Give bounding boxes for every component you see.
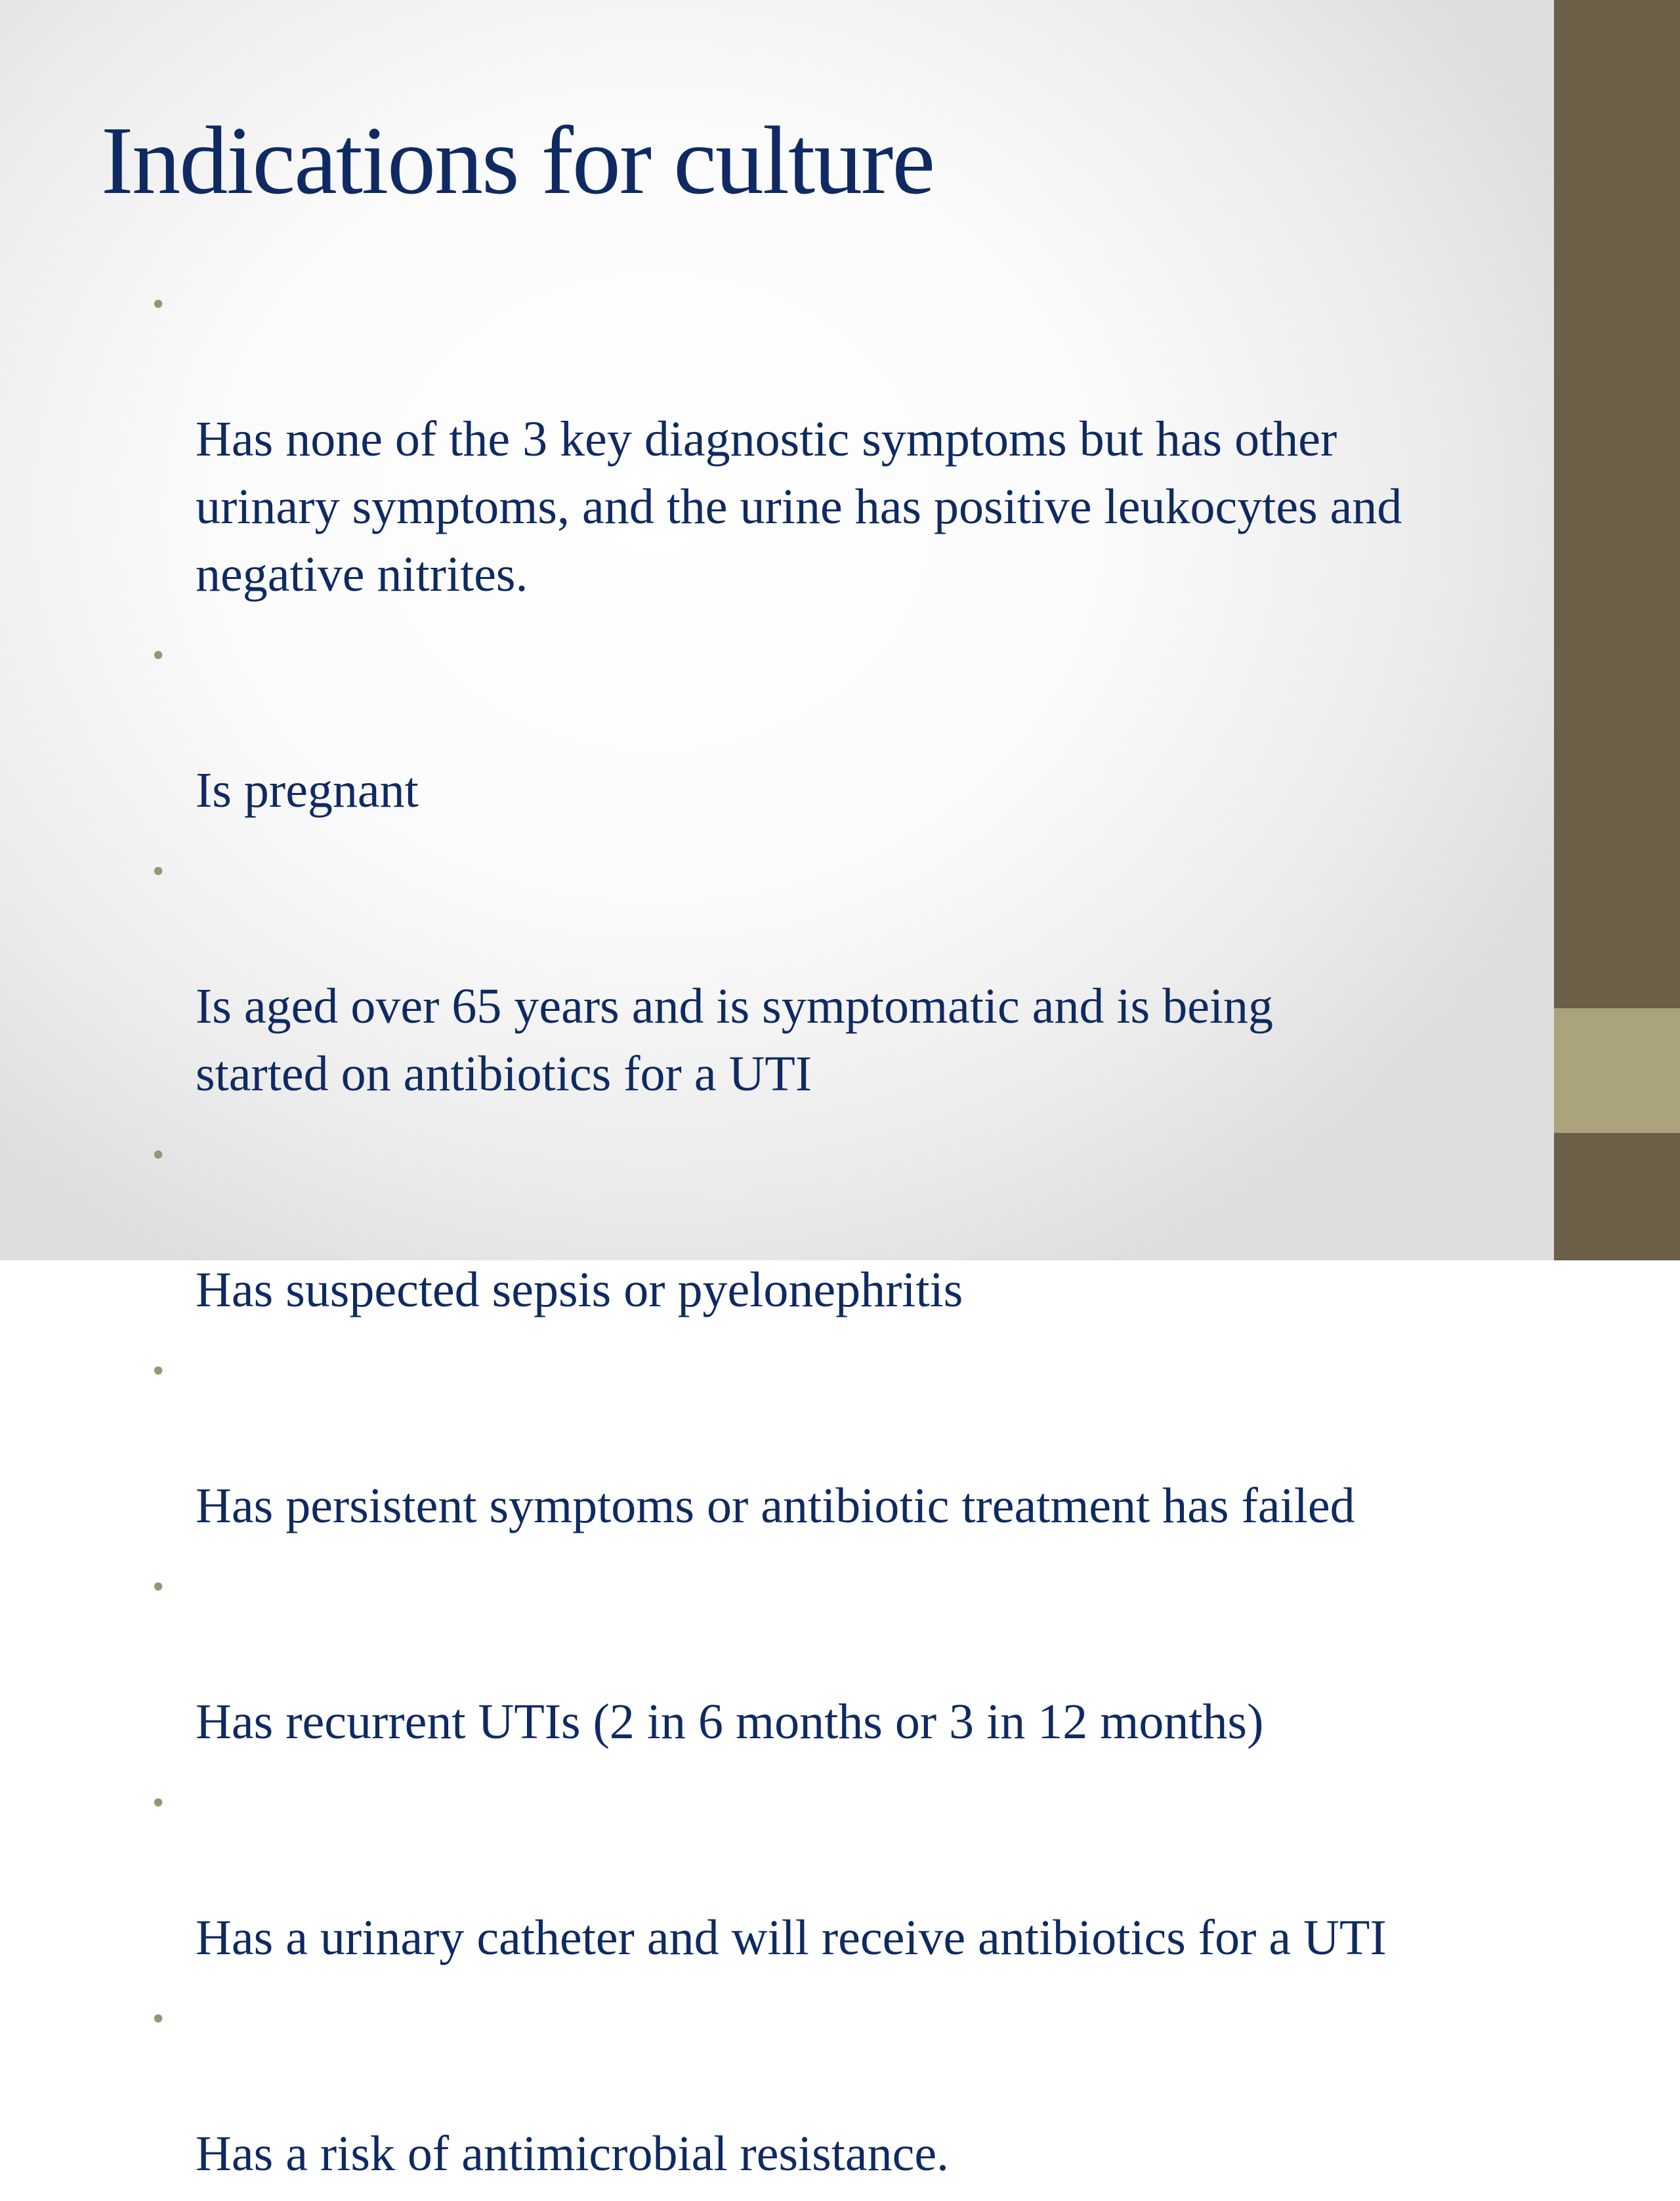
bullet-text: Has a urinary catheter and will receive antibiotics for a UTI: [196, 1910, 1387, 1965]
bullet-item: [151, 1985, 1555, 2188]
bullet-list: [151, 270, 1555, 2201]
bullet-text: Has persistent symptoms or antibiotic treatment has failed: [196, 1478, 1355, 1533]
bullet-item: [151, 270, 1555, 609]
bullet-text: Is aged over 65 years and is symptomatic and is being started on antibiotics for a UTI: [196, 979, 1274, 1101]
bullet-dot-icon: •: [152, 1568, 165, 1606]
bullet-dot-icon: •: [152, 637, 165, 674]
slide-title: Indications for culture: [101, 107, 934, 215]
bullet-item: [151, 1769, 1555, 1972]
bullet-dot-icon: •: [152, 1136, 165, 1174]
bullet-dot-icon: •: [152, 853, 165, 890]
bullet-dot-icon: •: [152, 1784, 165, 1822]
bullet-text: Has suspected sepsis or pyelonephritis: [196, 1262, 963, 1317]
bullet-item: [151, 1121, 1555, 1324]
bullet-dot-icon: •: [152, 286, 165, 323]
bullet-dot-icon: •: [152, 2000, 165, 2038]
bullet-item: [151, 1337, 1555, 1540]
bullet-item: [151, 622, 1555, 824]
bullet-item: [151, 1553, 1555, 1756]
side-band: [1554, 1008, 1680, 1133]
bullet-item: [151, 838, 1555, 1108]
bullet-text: Is pregnant: [196, 763, 419, 818]
bullet-text: Has recurrent UTIs (2 in 6 months or 3 in 12 months): [196, 1694, 1264, 1749]
bullet-dot-icon: •: [152, 1352, 165, 1390]
bullet-text: Has none of the 3 key diagnostic symptoms but has other urinary symptoms, and the urine has positive leukocytes and negative nitrites.: [196, 412, 1402, 602]
bullet-text: Has a risk of antimicrobial resistance.: [196, 2126, 950, 2181]
